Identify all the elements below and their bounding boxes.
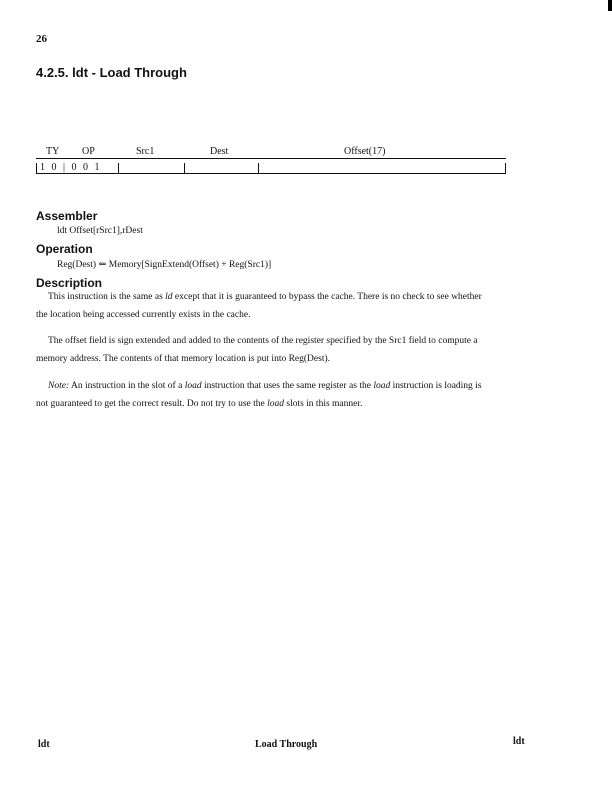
text: except that it is guaranteed to bypass the cache. There is no check to see whether	[172, 292, 482, 302]
description-note	[36, 377, 536, 413]
corner-mark	[608, 0, 612, 11]
text: The offset field is sign extended and added to the contents of the register specified by the Src1 field to compute a	[48, 336, 478, 346]
word-load: load	[184, 381, 202, 391]
text: This instruction is the same as	[48, 292, 166, 302]
description-paragraph-1	[36, 288, 536, 324]
field-op: OP	[82, 146, 95, 157]
format-divider	[505, 163, 506, 173]
format-bottom-rule	[36, 173, 506, 174]
text: An instruction in the slot of a	[69, 381, 185, 391]
field-dest: Dest	[210, 146, 229, 157]
text: instruction that uses the same register as the	[201, 381, 374, 391]
text: not guaranteed to get the correct result. Do not try to use the	[36, 399, 268, 409]
format-top-rule	[36, 158, 506, 159]
field-src1: Src1	[136, 146, 155, 157]
text: the location being accessed currently exists in the cache.	[36, 310, 251, 320]
text: slots in this manner.	[284, 399, 363, 409]
page-number: 26	[36, 33, 47, 45]
format-divider	[184, 163, 185, 173]
footer-right: ldt	[513, 736, 525, 747]
text: memory address. The contents of that memory location is put into Reg(Dest).	[36, 354, 330, 364]
assembler-heading: Assembler	[36, 209, 98, 223]
format-divider	[258, 163, 259, 173]
field-offset: Offset(17)	[344, 146, 386, 157]
operation-heading: Operation	[36, 242, 93, 256]
text: instruction is loading is	[390, 381, 482, 391]
assembler-syntax: ldt Offset[rSrc1],rDest	[57, 226, 143, 236]
format-divider	[36, 163, 37, 173]
word-load: load	[267, 399, 284, 409]
operation-expression: Reg(Dest) ⇐ Memory[SignExtend(Offset) + Reg(Src1)]	[57, 260, 272, 270]
mnemonic-ld: ld	[165, 292, 173, 302]
word-load: load	[373, 381, 391, 391]
format-divider	[118, 163, 119, 173]
format-bits: 1 0 | 0 0 1	[40, 162, 102, 173]
description-heading: Description	[36, 276, 103, 290]
description-paragraph-2	[36, 332, 536, 368]
footer-center: Load Through	[255, 739, 318, 750]
page-title: 4.2.5. ldt - Load Through	[36, 65, 187, 80]
footer-left: ldt	[38, 739, 50, 750]
field-ty: TY	[46, 146, 60, 157]
note-label: Note:	[48, 381, 70, 391]
